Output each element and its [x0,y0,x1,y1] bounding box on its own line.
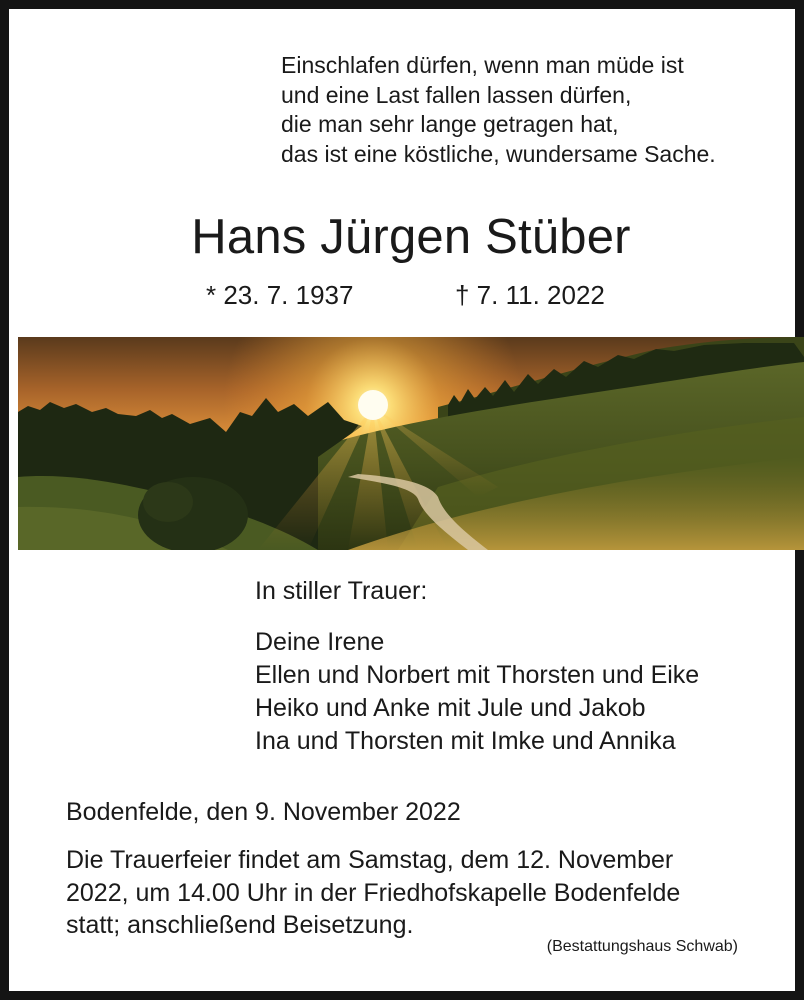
family-member: Deine Irene [255,628,385,656]
birth-date: * 23. 7. 1937 [206,280,354,310]
undertaker: (Bestattungshaus Schwab) [546,938,738,955]
poem-line: das ist eine köstliche, wundersame Sache. [281,140,716,167]
family-member: Ellen und Norbert mit Thorsten und Eike [255,661,700,689]
sunset-landscape-photo [18,337,804,550]
ceremony-info [66,844,766,942]
place-date: Bodenfelde, den 9. November 2022 [66,798,461,826]
mourning-heading: In stiller Trauer: [255,577,428,605]
poem [281,51,716,169]
death-date: † 7. 11. 2022 [455,280,605,310]
deceased-name: Hans Jürgen Stüber [191,210,631,264]
poem-line: Einschlafen dürfen, wenn man müde ist [281,52,684,78]
poem-line: die man sehr lange getragen hat, [281,111,619,137]
family-member: Ina und Thorsten mit Imke und Annika [255,727,676,755]
ceremony-line: statt; anschließend Beisetzung. [66,911,414,939]
ceremony-line: 2022, um 14.00 Uhr in der Friedhofskapelle Bodenfelde [66,878,681,907]
family-member: Heiko und Anke mit Jule und Jakob [255,694,646,722]
ceremony-line: Die Trauerfeier findet am Samstag, dem 12. November [66,846,674,874]
poem-line: und eine Last fallen lassen dürfen, [281,81,632,108]
family-list [255,626,699,758]
